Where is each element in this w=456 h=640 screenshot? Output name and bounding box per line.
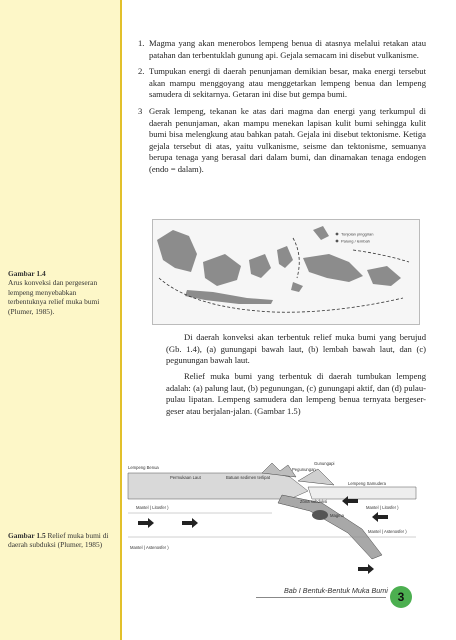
label-mantel-bawah: Mantel ( Astenosfer )	[130, 545, 169, 550]
label-zona-subduksi: Zona subduksi	[300, 499, 328, 504]
list-text: Tumpukan energi di daerah penunjaman demikian besar, maka energi tersebut akan mampu menggoyang atau menggetarkan lempeng benua dan lempeng samudera di sekitarnya. Getaran ini dise but gempa bumi.	[149, 66, 426, 100]
footer-divider	[256, 597, 386, 598]
label-permukaan-laut: Permukaan Laut	[170, 475, 201, 480]
figure-convection-map	[152, 219, 420, 325]
numbered-list	[138, 38, 426, 181]
body-paragraph: Relief muka bumi yang terbentuk di daerah tumbukan lempeng adalah: (a) palung laut, (b) pegunungan, (c) gunungapi aktif, dan (d) pulau-pulau lipatan. Lempeng samudera dan lempeng benua ternyata bergeser-geser atau berjalan-jalan. (Gambar 1.5)	[166, 371, 426, 416]
figure-subduction-diagram	[122, 459, 420, 582]
figure-caption-2	[8, 531, 116, 550]
list-number: 3	[138, 105, 143, 116]
label-batuan-sedimen: Batuan sedimen terlipat	[226, 475, 270, 480]
list-number: 1.	[138, 38, 145, 48]
legend-item: Tonjolan pinggiran	[341, 231, 374, 237]
label-gunungapi: Gunungapi	[314, 461, 335, 466]
caption-title: Gambar 1.5	[8, 531, 46, 540]
list-item	[138, 66, 426, 101]
caption-text: Relief muka bumi di daerah subduksi (Plumer, 1985)	[8, 531, 109, 550]
legend-item: Palung / lembah	[341, 238, 370, 244]
label-pegunungan: Pegunungan	[292, 467, 316, 472]
label-lempeng-benua: Lempeng Benua	[128, 465, 159, 470]
caption-text: Arus konveksi dan pergeseran lempeng menyebabkan terbentuknya relief muka bumi (Plumer, 1985).	[8, 278, 100, 316]
page-number: 3	[390, 586, 412, 608]
figure-caption-1	[8, 269, 116, 316]
chapter-footer: Bab I Bentuk-Bentuk Muka Bumi	[284, 586, 388, 595]
caption-title: Gambar 1.4	[8, 269, 46, 278]
list-item	[138, 38, 426, 61]
body-paragraph: Di daerah konveksi akan terbentuk relief muka bumi yang berujud (Gb. 1.4), (a) gunungapi bawah laut, (b) lembah bawah laut, dan (c) pegunungan bawah laut.	[166, 332, 426, 366]
indonesia-map-illustration	[153, 220, 419, 324]
subduction-cross-section	[122, 459, 420, 582]
list-text: Magma yang akan menerobos lempeng benua di atasnya melalui retakan atau patahan dan terbentuklah gunung api. Gejala semacam ini disebut vulkanisme.	[149, 38, 426, 60]
label-magma: Magma	[330, 513, 344, 518]
list-text: Gerak lempeng, tekanan ke atas dari magma dan energi yang terkumpul di daerah penunjaman, akan mampu menekan lapisan kulit bumi sehingga kulit bumi bisa melengkung atau bahkan patah. Gejala ini disebut tektonisme. Ketiga gejala tersebut di atas, yaitu vulkanisme, seisme dan tektonisme, semuanya berupa tenaga yang berasal dari dalam bumi, dan dinamakan tenaga endogen (endo = dalam).	[149, 105, 426, 174]
list-number: 2.	[138, 66, 145, 77]
label-lempeng-samudera: Lempeng Samudera	[348, 481, 386, 486]
label-mantel-atas: Mantel ( Litosfer )	[366, 505, 399, 510]
list-item	[138, 106, 426, 176]
label-mantel-atas: Mantel ( Litosfer )	[136, 505, 169, 510]
label-mantel-bawah: Mantel ( Astenosfer )	[368, 529, 407, 534]
